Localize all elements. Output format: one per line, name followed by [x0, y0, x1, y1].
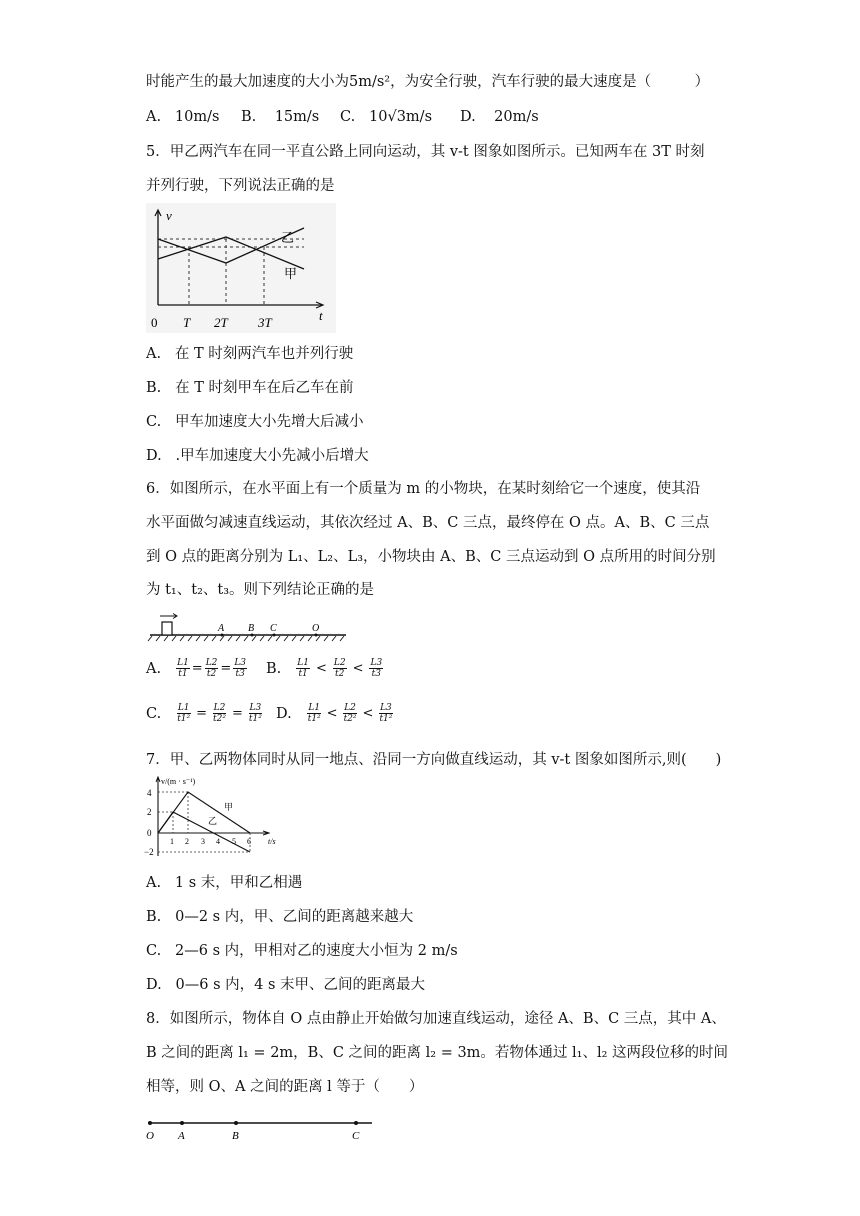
point-a: A: [218, 623, 225, 634]
q8-stem-line3: 相等，则 O、A 之间的距离 l 等于（ ）: [146, 1079, 424, 1095]
q6-option-b: B. $\frac{L1}{t1}$ < $\frac{L2}{t2}$ < $\frac{L3}{t3}$: [266, 658, 383, 679]
q5-option-b: [146, 378, 353, 398]
fraction: $\frac{L1}{t1}$: [297, 658, 309, 679]
point-o: O: [146, 1130, 154, 1142]
option-text: 0—2 s 内，甲、乙间的距离越来越大: [175, 909, 414, 925]
fraction: $\frac{L3}{t3}$: [370, 658, 383, 679]
option-label: A.: [146, 660, 162, 677]
option-text: 2—6 s 内，甲相对乙的速度大小恒为 2 m/s: [175, 943, 458, 959]
q7-vt-graph: [144, 774, 284, 860]
option-text: 10√3m/s: [369, 109, 433, 125]
point-o: O: [312, 623, 320, 634]
q4-stem: 时能产生的最大加速度的大小为5m/s²，为安全行驶，汽车行驶的最大速度是（ ）: [146, 74, 710, 90]
option-text: 20m/s: [494, 109, 539, 125]
svg-text:5: 5: [232, 837, 236, 846]
q6-option-a: A. $\frac{L1}{t1}$ = $\frac{L2}{t2}$ = $\frac{L3}{t3}$: [146, 658, 247, 679]
q8-stem-line2: B 之间的距离 l₁ = 2m，B、C 之间的距离 l₂ = 3m。若物体通过 l₁、l₂ 这两段位移的时间: [146, 1045, 729, 1061]
q6-option-c: C. $\frac{L1}{\text{t1²}}$ = $\frac{L2}{\text{t2²}}$ = $\frac{L3}{\text{t1²}}$: [146, 703, 262, 724]
label-yi: 乙: [208, 816, 218, 826]
option-label: D.: [276, 705, 292, 722]
q6-track-figure: [146, 612, 348, 642]
option-label: B.: [266, 660, 282, 677]
q8-stem-line1: 8．如图所示，物体自 O 点由静止开始做匀加速直线运动，途径 A、B、C 三点，其中 A、: [146, 1011, 726, 1027]
svg-text:2: 2: [185, 837, 189, 846]
t-axis-label: t/s: [268, 837, 276, 846]
fraction: $\frac{L2}{t2}$: [205, 658, 218, 679]
block: [162, 622, 172, 635]
q6-stem-line2: 水平面做匀减速直线运动，其依次经过 A、B、C 三点，最终停在 O 点。A、B、C 三点: [146, 515, 710, 531]
label-jia: 甲: [284, 266, 298, 281]
option-label: C.: [146, 705, 162, 722]
fraction: $\frac{L3}{t3}$: [234, 658, 247, 679]
q7-stem: 7．甲、乙两物体同时从同一地点、沿同一方向做直线运动，其 v-t 图象如图所示,则( ): [146, 752, 722, 768]
option-label: C.: [340, 109, 356, 125]
curve-jia: [158, 792, 250, 833]
q7-option-a: [146, 873, 302, 893]
option-text: .甲车加速度大小先减小后增大: [175, 448, 369, 464]
fraction: $\frac{L3}{\text{t1²}}$: [379, 703, 393, 724]
q5-option-c: [146, 412, 364, 432]
option-label: A.: [146, 875, 162, 891]
fraction: $\frac{L2}{\text{t2²}}$: [213, 703, 226, 724]
v-axis-label: v: [166, 208, 172, 223]
option-text: 10m/s: [174, 109, 220, 125]
option-label: C.: [146, 943, 162, 959]
q4-option-c: [340, 107, 432, 127]
option-label: A.: [146, 109, 162, 125]
label-yi: 乙: [281, 230, 295, 245]
q7-option-c: [146, 941, 458, 961]
fraction: $\frac{L1}{\text{t1²}}$: [177, 703, 191, 724]
option-label: D.: [460, 109, 476, 125]
option-text: 在 T 时刻甲车在后乙车在前: [175, 380, 354, 396]
q6-stem-line4: 为 t₁、t₂、t₃。则下列结论正确的是: [146, 582, 375, 598]
fraction: $\frac{L1}{\text{t1²}}$: [307, 703, 321, 724]
point-b: B: [232, 1130, 239, 1142]
point-c: C: [270, 623, 277, 634]
q5-vt-graph: [146, 203, 336, 333]
option-label: A.: [146, 346, 162, 362]
q5-option-a: [146, 344, 353, 364]
svg-text:3: 3: [201, 837, 205, 846]
point-c: C: [352, 1130, 360, 1142]
q7-option-d: [146, 975, 425, 995]
q4-option-d: [460, 107, 539, 127]
tick-T: T: [183, 315, 191, 330]
label-jia: 甲: [224, 802, 234, 812]
svg-text:−2: −2: [144, 847, 154, 857]
option-label: D.: [146, 977, 162, 993]
q7-option-b: [146, 907, 413, 927]
svg-text:4: 4: [147, 788, 152, 798]
fraction: $\frac{L3}{\text{t1²}}$: [248, 703, 262, 724]
q5-option-d: [146, 446, 369, 466]
point-a: A: [178, 1130, 185, 1142]
option-text: 甲车加速度大小先增大后减小: [175, 414, 364, 430]
option-text: 0—6 s 内，4 s 末甲、乙间的距离最大: [175, 977, 426, 993]
curve-yi: [158, 812, 250, 852]
fraction: $\frac{L1}{t1}$: [177, 658, 189, 679]
q5-stem-line2: 并列行驶，下列说法正确的是: [146, 178, 335, 194]
q4-option-a: [146, 107, 219, 127]
tick-0: 0: [151, 315, 158, 330]
option-label: D.: [146, 448, 162, 464]
option-text: 15m/s: [274, 109, 320, 125]
q4-option-b: [241, 107, 319, 127]
svg-text:2: 2: [147, 807, 152, 817]
svg-text:6: 6: [247, 837, 251, 846]
q5-stem-line1: 5．甲乙两汽车在同一平直公路上同向运动，其 v-t 图象如图所示。已知两车在 3T 时刻: [146, 144, 705, 160]
q6-stem-line1: 6．如图所示，在水平面上有一个质量为 m 的小物块，在某时刻给它一个速度，使其沿: [146, 481, 701, 497]
svg-text:0: 0: [147, 828, 152, 838]
fraction: $\frac{L2}{t2}$: [333, 658, 346, 679]
option-text: 1 s 末，甲和乙相遇: [174, 875, 303, 891]
v-axis-label: v/(m · s⁻¹): [161, 777, 196, 786]
option-label: B.: [146, 909, 162, 925]
point-b: B: [248, 623, 255, 634]
option-label: B.: [146, 380, 162, 396]
t-axis-label: t: [319, 308, 323, 323]
q6-option-d: D. $\frac{L1}{\text{t1²}}$ < $\frac{L2}{\text{t2²}}$ < $\frac{L3}{\text{t1²}}$: [276, 703, 393, 724]
q8-track-figure: [144, 1115, 376, 1143]
svg-text:1: 1: [170, 837, 174, 846]
tick-2T: 2T: [214, 315, 228, 330]
q6-stem-line3: 到 O 点的距离分别为 L₁、L₂、L₃，小物块由 A、B、C 三点运动到 O 点所用的时间分别: [146, 549, 716, 565]
option-label: B.: [241, 109, 257, 125]
fraction: $\frac{L2}{\text{t2²}}$: [343, 703, 357, 724]
tick-3T: 3T: [258, 315, 272, 330]
option-label: C.: [146, 414, 162, 430]
svg-text:4: 4: [216, 837, 220, 846]
option-text: 在 T 时刻两汽车也并列行驶: [174, 346, 354, 362]
